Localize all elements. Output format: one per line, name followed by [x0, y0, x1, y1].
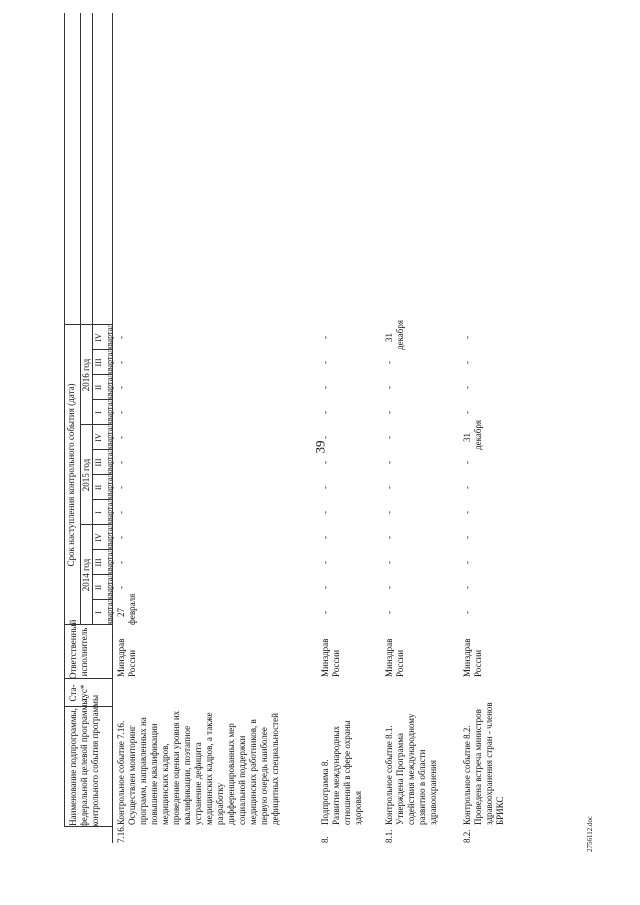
row-name-line: Контрольное событие 8.1. — [384, 725, 394, 825]
row-number-line: 7.16. — [116, 825, 126, 843]
row-quarter-cell — [462, 375, 473, 400]
row-quarter-cell-line: - — [320, 361, 330, 364]
header-quarter-line: квартал — [105, 348, 114, 375]
row-quarter-cell — [320, 525, 331, 550]
row-quarter-cell-line: - — [462, 561, 472, 564]
col-border — [92, 499, 112, 500]
row-quarter-cell — [384, 475, 395, 500]
row-quarter-cell — [462, 550, 473, 575]
row-quarter-cell-line: - — [320, 461, 330, 464]
row-name-line: первую очередь наиболее — [259, 727, 269, 825]
header-deadline — [66, 325, 77, 625]
quarter-row-border — [92, 13, 93, 625]
row-quarter-cell-line: - — [320, 411, 330, 414]
row-number — [384, 827, 395, 843]
header-executor-line: Ответственный — [68, 619, 78, 679]
row-quarter-cell-line: - — [116, 511, 126, 514]
row-name-line: медицинских кадров, — [160, 743, 170, 825]
row-executor — [320, 625, 342, 677]
row-quarter-cell-line: 31 — [462, 433, 472, 442]
row-quarter-cell — [116, 450, 127, 475]
header-name-line: контрольного события программы — [90, 695, 100, 827]
header-year-line: 2014 год — [81, 558, 91, 592]
row-quarter-cell-line: - — [320, 436, 330, 439]
row-name — [116, 707, 281, 825]
row-quarter-cell-line: - — [320, 486, 330, 489]
row-quarter-cell-line: - — [116, 361, 126, 364]
row-quarter-cell — [384, 450, 395, 475]
header-status-line: Ста- — [68, 684, 78, 702]
row-quarter-cell — [320, 600, 331, 625]
row-quarter-cell — [116, 375, 127, 400]
row-name-line: медицинских кадров, а также — [204, 712, 214, 825]
row-quarter-cell-line: - — [116, 561, 126, 564]
col-border — [92, 399, 112, 400]
row-name-line: БРИКС — [495, 796, 505, 825]
row-quarter-cell-line: - — [462, 611, 472, 614]
header-status — [68, 679, 90, 707]
col-border — [80, 524, 112, 525]
row-name-line: разработку — [215, 782, 225, 825]
row-quarter-cell — [462, 325, 473, 350]
row-quarter-cell — [462, 575, 473, 600]
header-quarter-line: квартал — [105, 398, 114, 425]
row-name-line: дифференцированных мер — [226, 723, 236, 825]
row-quarter-cell — [462, 419, 484, 450]
row-quarter-cell-line: - — [320, 511, 330, 514]
row-quarter-cell-line: - — [384, 386, 394, 389]
row-quarter-cell — [384, 425, 395, 450]
row-name-line: развитию в области — [417, 749, 427, 825]
row-quarter-cell — [384, 575, 395, 600]
row-name-line: Подпрограмма 8. — [320, 759, 330, 825]
row-executor — [384, 625, 406, 677]
row-quarter-cell-line: февраля — [127, 593, 137, 625]
table-top-border — [64, 13, 65, 827]
row-quarter-cell — [462, 600, 473, 625]
row-quarter-cell — [320, 550, 331, 575]
col-border — [80, 424, 112, 425]
row-quarter-cell — [320, 500, 331, 525]
row-executor-line: России — [395, 649, 405, 677]
row-quarter-cell — [320, 325, 331, 350]
row-number — [116, 827, 127, 843]
header-quarter-line: квартал — [105, 448, 114, 475]
row-quarter-cell — [320, 425, 331, 450]
header-year-line: 2015 год — [81, 458, 91, 492]
row-quarter-cell — [320, 475, 331, 500]
row-quarter-cell-line: - — [116, 436, 126, 439]
header-status-line: тус* — [79, 684, 89, 702]
row-quarter-cell-line: - — [116, 336, 126, 339]
header-executor — [68, 619, 90, 679]
row-quarter-cell-line: - — [384, 586, 394, 589]
row-quarter-cell-line: - — [116, 461, 126, 464]
col-border — [64, 706, 112, 707]
row-number — [320, 827, 331, 843]
row-name-line: здоровья — [353, 791, 363, 825]
header-quarter-line: II — [94, 384, 103, 391]
row-quarter-cell-line: - — [462, 361, 472, 364]
row-name-line: программ, направленных на — [138, 717, 148, 825]
header-quarter-line: квартал — [105, 548, 114, 575]
control-events-table — [62, 13, 552, 843]
header-quarter-line: IV — [94, 433, 103, 442]
row-quarter-cell-line: - — [462, 461, 472, 464]
header-quarter-line: I — [94, 511, 103, 514]
row-quarter-cell — [116, 500, 127, 525]
row-executor-line: России — [331, 649, 341, 677]
row-name-line: содействия международному — [406, 713, 416, 825]
row-quarter-cell-line: - — [462, 486, 472, 489]
col-border — [92, 349, 112, 350]
row-name-line: социальной поддержки — [237, 735, 247, 825]
row-quarter-cell — [116, 593, 138, 625]
row-quarter-cell — [320, 400, 331, 425]
header-quarter-line: III — [94, 558, 103, 567]
row-quarter-cell-line: - — [116, 411, 126, 414]
row-executor-line: Минздрав — [320, 638, 330, 677]
row-quarter-cell — [320, 450, 331, 475]
row-quarter-cell-line: - — [462, 586, 472, 589]
header-year — [81, 425, 92, 525]
header-name — [68, 695, 101, 827]
col-border — [64, 678, 112, 679]
row-quarter-cell — [384, 375, 395, 400]
row-quarter-cell-line: - — [462, 386, 472, 389]
header-quarter-line: квартал — [105, 498, 114, 525]
row-quarter-cell — [462, 450, 473, 475]
row-executor — [462, 625, 484, 677]
header-quarter-line: IV — [94, 533, 103, 542]
row-executor-line: Минздрав — [384, 638, 394, 677]
row-quarter-cell-line: - — [462, 336, 472, 339]
row-quarter-cell — [462, 500, 473, 525]
row-quarter-cell — [384, 400, 395, 425]
header-deadline-line: Срок наступления контрольного события (дата) — [66, 383, 76, 567]
row-number-line: 8.1. — [384, 829, 394, 843]
row-quarter-cell-line: - — [320, 586, 330, 589]
year-row-border — [80, 13, 81, 625]
row-name-line: устранение дефицита — [193, 742, 203, 825]
row-executor-line: России — [473, 649, 483, 677]
row-name-line: отношений в сфере охраны — [342, 720, 352, 825]
row-quarter-cell — [462, 475, 473, 500]
header-quarter-line: квартал — [105, 598, 114, 625]
row-quarter-cell-line: - — [384, 511, 394, 514]
row-name — [320, 707, 364, 825]
row-name-line: квалификации, поэтапное — [182, 725, 192, 825]
header-quarter-line: I — [94, 411, 103, 414]
page-number-text: 39 — [312, 440, 327, 454]
row-quarter-cell-line: - — [462, 511, 472, 514]
row-name-line: здравоохранения — [428, 759, 438, 825]
row-quarter-cell-line: 31 — [384, 333, 394, 342]
row-quarter-cell-line: - — [384, 436, 394, 439]
row-quarter-cell-line: - — [384, 461, 394, 464]
row-name-line: здравоохранения стран - членов — [484, 702, 494, 825]
row-quarter-cell-line: - — [116, 586, 126, 589]
row-quarter-cell-line: - — [116, 486, 126, 489]
row-quarter-cell — [116, 425, 127, 450]
row-name-line: Контрольное событие 7.16. — [116, 720, 126, 825]
row-quarter-cell — [320, 575, 331, 600]
header-quarter-line: III — [94, 358, 103, 367]
header-quarter-line: квартал — [105, 523, 114, 550]
row-quarter-cell-line: - — [320, 536, 330, 539]
col-border — [92, 449, 112, 450]
row-name-line: Контрольное событие 8.2. — [462, 725, 472, 825]
row-executor-line: России — [127, 649, 137, 677]
row-quarter-cell — [320, 350, 331, 375]
header-name-line: федеральной целевой программы, — [79, 696, 89, 827]
row-quarter-cell-line: декабря — [395, 319, 405, 350]
row-name-line: проведение оценки уровня их — [171, 710, 181, 825]
row-quarter-cell-line: - — [320, 561, 330, 564]
row-quarter-cell-line: - — [462, 536, 472, 539]
row-quarter-cell-line: - — [384, 486, 394, 489]
header-quarter-line: II — [94, 484, 103, 491]
row-quarter-cell-line: - — [384, 361, 394, 364]
row-quarter-cell — [116, 350, 127, 375]
document-filename: 2756112.doc — [586, 815, 594, 852]
header-quarter-line: II — [94, 584, 103, 591]
col-border — [64, 826, 112, 827]
row-name-line: повышение квалификации — [149, 723, 159, 825]
row-name — [462, 702, 506, 825]
header-quarter-line: квартал — [105, 473, 114, 500]
row-quarter-cell — [116, 400, 127, 425]
row-quarter-cell — [384, 350, 395, 375]
header-year — [81, 325, 92, 425]
header-quarter-line: квартал — [105, 573, 114, 600]
header-quarter-line: III — [94, 458, 103, 467]
header-year — [81, 525, 92, 625]
row-name-line: Осуществлен мониторинг — [127, 725, 137, 825]
row-quarter-cell-line: - — [320, 386, 330, 389]
row-quarter-cell — [462, 400, 473, 425]
row-quarter-cell-line: - — [384, 561, 394, 564]
row-number-line: 8. — [320, 836, 330, 843]
row-quarter-cell — [384, 550, 395, 575]
row-name-line: дефицитных специальностей — [270, 713, 280, 825]
row-quarter-cell — [320, 375, 331, 400]
row-quarter-cell-line: - — [320, 336, 330, 339]
row-name-line: медицинских работников, в — [248, 719, 258, 825]
row-quarter-cell — [384, 319, 406, 350]
row-executor-line: Минздрав — [116, 638, 126, 677]
header-name-line: Наименование подпрограммы, — [68, 708, 78, 826]
header-quarter-line: IV — [94, 333, 103, 342]
row-quarter-cell — [384, 525, 395, 550]
col-border — [64, 324, 112, 325]
header-quarter-line: квартал — [105, 423, 114, 450]
row-quarter-cell — [116, 550, 127, 575]
row-quarter-cell-line: - — [384, 611, 394, 614]
col-border — [92, 599, 112, 600]
row-name — [384, 707, 439, 825]
row-quarter-cell — [116, 475, 127, 500]
col-border — [92, 574, 112, 575]
row-quarter-cell — [384, 600, 395, 625]
row-name-line: Проведена встреча министров — [473, 709, 483, 825]
row-executor — [116, 625, 138, 677]
header-year-line: 2016 год — [81, 358, 91, 392]
header-bottom-border — [112, 13, 113, 843]
row-quarter-cell — [116, 325, 127, 350]
row-quarter-cell-line: - — [320, 611, 330, 614]
row-quarter-cell — [462, 350, 473, 375]
header-quarter-line: квартал — [105, 373, 114, 400]
col-border — [92, 549, 112, 550]
row-name-line: Утверждена Программа — [395, 733, 405, 825]
row-number — [462, 827, 473, 843]
row-executor-line: Минздрав — [462, 638, 472, 677]
header-executor-line: исполнитель — [79, 627, 89, 677]
col-border — [92, 374, 112, 375]
row-quarter-cell-line: - — [116, 536, 126, 539]
header-quarter-line: I — [94, 611, 103, 614]
row-quarter-cell — [116, 525, 127, 550]
row-name-line: Развитие международных — [331, 725, 341, 825]
row-quarter-cell — [116, 575, 127, 600]
row-quarter-cell-line: 27 — [116, 608, 126, 617]
col-border — [64, 624, 112, 625]
header-quarter-line: квартал — [105, 323, 114, 350]
row-quarter-cell-line: декабря — [473, 419, 483, 450]
row-quarter-cell-line: - — [384, 411, 394, 414]
row-quarter-cell — [462, 525, 473, 550]
row-quarter-cell-line: - — [462, 411, 472, 414]
col-border — [92, 474, 112, 475]
row-quarter-cell — [384, 500, 395, 525]
row-number-line: 8.2. — [462, 829, 472, 843]
row-quarter-cell-line: - — [116, 386, 126, 389]
row-quarter-cell-line: - — [384, 536, 394, 539]
